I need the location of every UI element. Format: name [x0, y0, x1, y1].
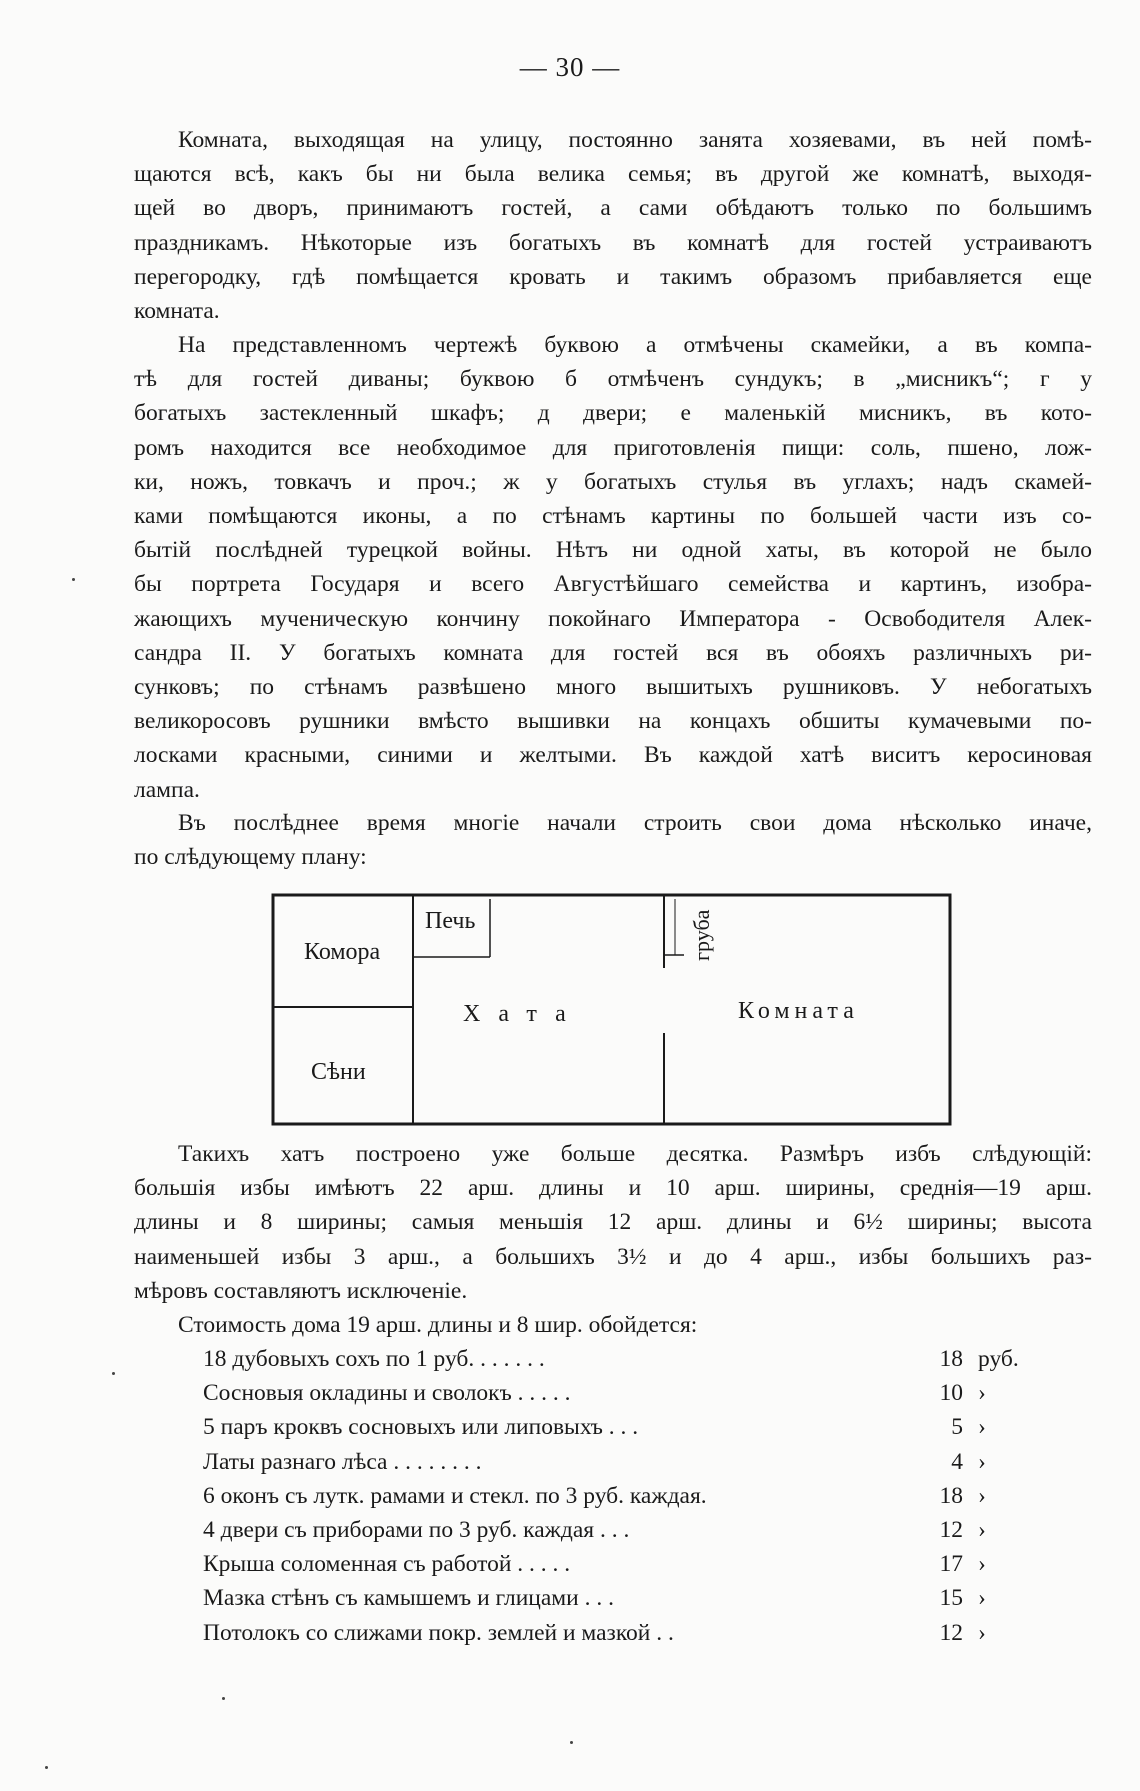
text-line: богатыхъ застекленный шкафъ; д двери; е маленькій мисникъ, въ кото-	[134, 400, 1092, 427]
cost-row	[203, 1410, 1033, 1444]
cost-item: Потолокъ со слижами покр. землей и мазкой . .	[203, 1619, 674, 1646]
paragraph-4	[134, 1137, 1092, 1308]
cost-row	[203, 1376, 1033, 1410]
text-line: Стоимость дома 19 арш. длины и 8 шир. обойдется:	[178, 1312, 698, 1338]
paragraph-1	[134, 123, 1092, 328]
cost-item: Латы разнаго лѣса . . . . . . . .	[203, 1448, 482, 1475]
cost-unit: ›	[978, 1619, 986, 1646]
text-line: жающихъ мученическую кончину покойнаго Императора - Освободителя Алек-	[134, 605, 1092, 632]
cost-item: 4 двери съ приборами по 3 руб. каждая . . .	[203, 1516, 630, 1543]
label-sin: Сѣни	[311, 1059, 366, 1085]
cost-row	[203, 1513, 1033, 1547]
text-line: лампа.	[134, 776, 200, 803]
text-line: Такихъ хатъ построено уже больше десятка. Размѣръ избъ слѣдующій:	[178, 1141, 1092, 1167]
cost-item: Мазка стѣнъ съ камышемъ и глицами . . .	[203, 1585, 614, 1612]
scan-speck	[222, 1697, 225, 1700]
cost-item: Сосновыя окладины и сволокъ . . . . .	[203, 1380, 571, 1407]
text-line: наименьшей избы 3 арш., а большихъ 3½ и до 4 арш., избы большихъ раз-	[134, 1243, 1092, 1270]
text-line: длины и 8 ширины; самыя меньшія 12 арш. длины и 6½ ширины; высота	[134, 1209, 1092, 1236]
cost-amount: 12	[939, 1619, 963, 1646]
cost-unit: ›	[978, 1482, 986, 1509]
cost-unit: ›	[978, 1448, 986, 1475]
text-line: великоросовъ рушники вмѣсто вышивки на концахъ обшиты кумачевыми по-	[134, 708, 1092, 735]
paragraph-3	[134, 806, 1092, 874]
cost-item: Крыша соломенная съ работой . . . . .	[203, 1551, 571, 1578]
cost-amount: 18	[939, 1482, 963, 1509]
page-number: — 30 —	[519, 52, 621, 82]
cost-amount: 10	[939, 1380, 963, 1407]
cost-intro	[134, 1308, 1092, 1342]
text-line: Въ послѣднее время многіе начали строить свои дома нѣсколько иначе,	[178, 810, 1092, 836]
cost-row	[203, 1581, 1033, 1615]
text-line: сандра II. У богатыхъ комната для гостей вся въ обояхъ различныхъ ри-	[134, 639, 1092, 666]
text-line: тѣ для гостей диваны; буквою б отмѣченъ сундукъ; в „мисникъ“; г у	[134, 366, 1092, 393]
cost-item: 6 оконъ съ лутк. рамами и стекл. по 3 руб. каждая.	[203, 1482, 707, 1509]
label-khata: Хата	[463, 1001, 584, 1027]
label-komnata: Комната	[738, 998, 859, 1024]
cost-amount: 17	[939, 1551, 963, 1578]
paragraph-2	[134, 328, 1092, 807]
text-line: перегородку, гдѣ помѣщается кровать и такимъ образомъ прибавляется еще	[134, 263, 1092, 290]
scan-speck	[112, 1372, 115, 1375]
text-line: щей во дворъ, принимаютъ гостей, а сами обѣдаютъ только по большимъ	[134, 195, 1092, 222]
cost-amount: 18	[939, 1346, 963, 1372]
text-line: сунковъ; по стѣнамъ развѣшено много вышитыхъ рушниковъ. У небогатыхъ	[134, 674, 1092, 701]
text-line: лосками красными, синими и желтыми. Въ каждой хатѣ виситъ керосиновая	[134, 742, 1092, 769]
text-line: мѣровъ составляютъ исключеніе.	[134, 1277, 468, 1304]
scan-speck	[72, 578, 75, 581]
text-line: Комната, выходящая на улицу, постоянно занята хозяевами, въ ней помѣ-	[178, 127, 1092, 153]
cost-row	[203, 1342, 1033, 1376]
scan-speck	[45, 1766, 48, 1769]
cost-amount: 4	[951, 1448, 963, 1475]
label-gruba: груба	[689, 909, 714, 961]
text-line: по слѣдующему плану:	[134, 844, 367, 871]
text-line: На представленномъ чертежѣ буквою а отмѣчены скамейки, а въ компа-	[178, 332, 1092, 358]
cost-unit: ›	[978, 1585, 986, 1612]
cost-item: 5 паръ кроквъ сосновыхъ или липовыхъ . . .	[203, 1414, 639, 1441]
cost-unit: ›	[978, 1414, 986, 1441]
cost-unit: ›	[978, 1551, 986, 1578]
cost-row	[203, 1479, 1033, 1513]
cost-unit: ›	[978, 1516, 986, 1543]
cost-amount: 5	[951, 1414, 963, 1441]
text-line: ромъ находится все необходимое для приготовленія пищи: соль, пшено, лож-	[134, 434, 1092, 461]
floor-plan	[271, 893, 952, 1126]
cost-amount: 12	[939, 1516, 963, 1543]
scan-speck	[570, 1741, 573, 1744]
text-line: бы портрета Государя и всего Августѣйшаго семейства и картинъ, изобра-	[134, 571, 1092, 598]
text-line: большія избы имѣютъ 22 арш. длины и 10 арш. ширины, среднія—19 арш.	[134, 1175, 1092, 1202]
text-line: ками помѣщаются иконы, а по стѣнамъ картины по большей части изъ со-	[134, 503, 1092, 530]
cost-row	[203, 1616, 1033, 1650]
label-pech: Печь	[425, 908, 476, 934]
cost-row	[203, 1547, 1033, 1581]
cost-item: 18 дубовыхъ сохъ по 1 руб. . . . . . .	[203, 1346, 545, 1372]
text-line: щаются всѣ, какъ бы ни была велика семья; въ другой же комнатѣ, выходя-	[134, 161, 1092, 188]
cost-row	[203, 1445, 1033, 1479]
label-komora: Комора	[304, 939, 381, 965]
cost-table	[203, 1342, 1033, 1650]
text-line: праздникамъ. Нѣкоторые изъ богатыхъ въ комнатѣ для гостей устраиваютъ	[134, 229, 1092, 256]
text-line: бытій послѣдней турецкой войны. Нѣтъ ни одной хаты, въ которой не было	[134, 537, 1092, 564]
cost-amount: 15	[939, 1585, 963, 1612]
text-line: комната.	[134, 298, 220, 325]
cost-unit: руб.	[978, 1346, 1019, 1372]
cost-unit: ›	[978, 1380, 986, 1407]
text-line: ки, ножъ, товкачъ и проч.; ж у богатыхъ стулья въ углахъ; надъ скамей-	[134, 468, 1092, 495]
